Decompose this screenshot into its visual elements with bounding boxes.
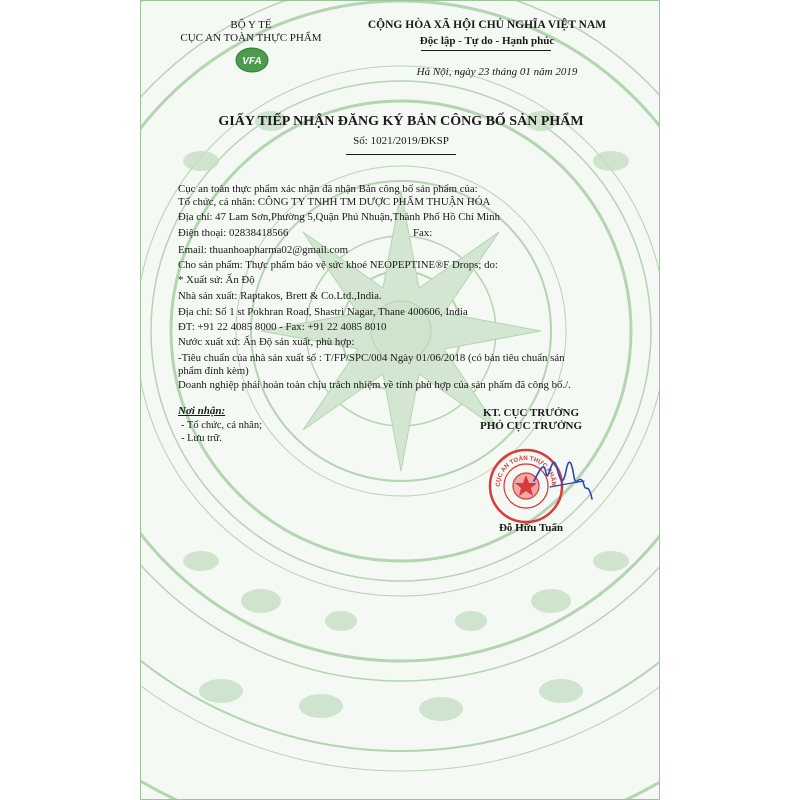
recipients-heading: Nơi nhận: [178, 405, 226, 417]
vfa-logo-text: VFA [242, 56, 262, 67]
phone-line: Điện thoại: 02838418566 [178, 227, 289, 239]
signatory-title: KT. CỤC TRƯỞNG [482, 407, 580, 419]
recipient-item: - Lưu trữ. [181, 433, 222, 444]
address-line: Địa chỉ: 47 Lam Sơn,Phường 5,Quận Phú Nhuận,Thành Phố Hồ Chí Minh [178, 211, 500, 223]
recipient-item: - Tổ chức, cá nhân; [181, 420, 263, 431]
manufacturer-phone-line: ĐT: +91 22 4085 8000 - Fax: +91 22 4085 8010 [178, 321, 387, 333]
certificate-sheet [140, 0, 660, 800]
signatory-subtitle: PHÓ CỤC TRƯỞNG [479, 420, 583, 432]
agency-name: CỤC AN TOÀN THỰC PHẨM [180, 32, 322, 44]
place-date: Hà Nội, ngày 23 tháng 01 năm 2019 [416, 66, 578, 78]
intro-line: Cục an toàn thực phẩm xác nhận đã nhận Bản công bố sản phẩm của: [178, 183, 478, 195]
country-name: CỘNG HÒA XÃ HỘI CHỦ NGHĨA VIỆT NAM [367, 19, 607, 31]
organization-line: Tổ chức, cá nhân: CÔNG TY TNHH TM DƯỢC PHẨM THUẬN HÓA [178, 196, 491, 208]
document-title: GIẤY TIẾP NHẬN ĐĂNG KÝ BẢN CÔNG BỐ SẢN PHẨM [218, 114, 584, 129]
standard-line-1: -Tiêu chuẩn của nhà sản xuất số : T/FP/SPC/004 Ngày 01/06/2018 (có bản tiêu chuẩn sản [178, 352, 565, 364]
ministry-name: BỘ Y TẾ [230, 19, 272, 31]
conformity-line: Nước xuất xứ: Ấn Độ sản xuất, phù hợp: [178, 336, 355, 348]
seal-text: CỤC AN TOÀN THỰC PHẨM [494, 454, 558, 487]
responsibility-line: Doanh nghiệp phải hoàn toàn chịu trách nhiệm về tính phù hợp của sản phẩm đã công bố./. [178, 379, 571, 391]
handwritten-signature [526, 441, 606, 511]
document-number: Số: 1021/2019/ĐKSP [353, 135, 449, 147]
manufacturer-line: Nhà sản xuất: Raptakos, Brett & Co.Ltd.,India. [178, 290, 382, 302]
product-line: Cho sản phẩm: Thực phẩm bảo vệ sức khoẻ NEOPEPTINE®F Drops; do: [178, 259, 498, 271]
email-line: Email: thuanhoapharma02@gmail.com [178, 244, 349, 256]
fax-line: Fax: [413, 227, 433, 239]
standard-line-2: phẩm đính kèm) [178, 365, 249, 377]
vfa-logo [235, 47, 269, 73]
national-motto: Độc lập - Tự do - Hạnh phúc [419, 35, 555, 47]
origin-line: * Xuất sứ: Ấn Độ [178, 274, 255, 286]
motto-underline [421, 50, 551, 51]
manufacturer-address-line: Địa chỉ: Số 1 st Pokhran Road, Shastri Nagar, Thane 400606, India [178, 306, 468, 318]
title-underline [346, 154, 456, 155]
signatory-name: Đỗ Hữu Tuấn [498, 522, 564, 534]
